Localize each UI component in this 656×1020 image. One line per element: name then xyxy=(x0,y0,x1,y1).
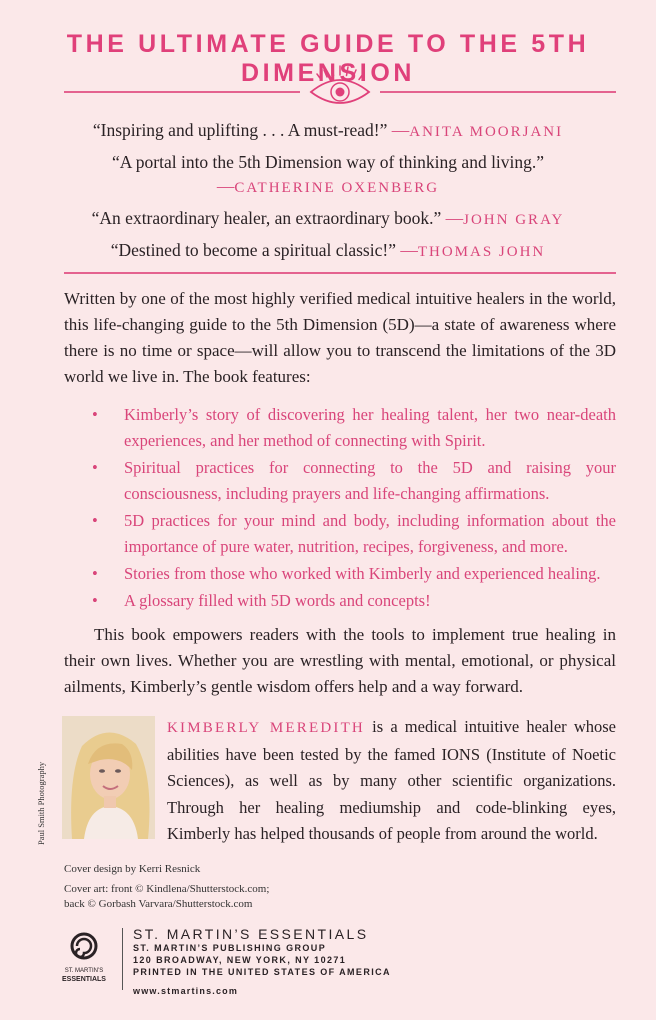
feature-item xyxy=(92,561,616,587)
blurb-dash: — xyxy=(391,120,410,140)
blurb-4 xyxy=(0,238,656,264)
printed-in: PRINTED IN THE UNITED STATES OF AMERICA xyxy=(133,967,391,977)
blurb-author: JOHN GRAY xyxy=(463,212,565,228)
blurb-2 xyxy=(0,150,656,200)
ornament-rule-left xyxy=(64,91,300,93)
blurb-author: CATHERINE OXENBERG xyxy=(234,180,440,196)
feature-item xyxy=(92,508,616,560)
bullet-icon: • xyxy=(92,458,98,477)
publisher-url: www.stmartins.com xyxy=(133,986,239,996)
blurb-quote: “An extraordinary healer, an extraordinary book.” xyxy=(91,208,442,228)
ornament-rule-right xyxy=(380,91,616,93)
bullet-icon: • xyxy=(92,564,98,583)
blurb-1 xyxy=(0,118,656,144)
publisher-info xyxy=(133,926,391,996)
blurb-dash: — xyxy=(216,176,235,196)
bullet-icon: • xyxy=(92,405,98,424)
feature-item xyxy=(92,402,616,454)
blurb-author: ANITA MOORJANI xyxy=(409,124,564,140)
eye-ornament xyxy=(64,62,616,112)
cover-art-front-credit: Cover art: front © Kindlena/Shutterstock.com; xyxy=(64,883,270,895)
author-bio xyxy=(167,714,616,848)
intro-paragraph: Written by one of the most highly verified medical intuitive healers in the world, this life-changing guide to the 5th Dimension (5D)—a state of awareness where there is no time or space—will allow you to transcend the limitations of the 3D world we live in. The book features: xyxy=(64,289,616,386)
blurb-author: THOMAS JOHN xyxy=(417,244,546,260)
feature-item xyxy=(92,588,616,614)
feature-item xyxy=(92,455,616,507)
cover-art-back-credit: back © Gorbash Varvara/Shutterstock.com xyxy=(64,898,253,910)
author-bio-text: is a medical intuitive healer whose abilities have been tested by the famed IONS (Institute of Noetic Sciences), as well as by many other scientific organizations. Through her healing mediumship and code-blinking eyes, Kimberly has helped thousands of people from around the world. xyxy=(167,717,616,843)
photo-credit: Paul Smith Photography xyxy=(36,761,46,845)
feature-text: Kimberly’s story of discovering her healing talent, her two near-death experiences, and her method of connecting with Spirit. xyxy=(124,405,616,450)
feature-text: Stories from those who worked with Kimberly and experienced healing. xyxy=(124,564,601,583)
feature-text: 5D practices for your mind and body, including information about the importance of pure water, nutrition, recipes, forgiveness, and more. xyxy=(124,511,616,556)
blurb-quote: “A portal into the 5th Dimension way of thinking and living.” xyxy=(111,152,545,172)
blurb-quote: “Inspiring and uplifting . . . A must-read!” xyxy=(92,120,388,140)
feature-text: A glossary filled with 5D words and concepts! xyxy=(124,591,431,610)
publisher-divider xyxy=(122,928,123,990)
author-name: KIMBERLY MEREDITH xyxy=(167,720,365,736)
closing-paragraph: This book empowers readers with the tools to implement true healing in their own lives. Whether you are wrestling with mental, emotional, or physical ailments, Kimberly’s gentle wisdom offers help and a way forward. xyxy=(64,625,616,696)
publisher-group: ST. MARTIN’S PUBLISHING GROUP xyxy=(133,943,327,953)
feature-text: Spiritual practices for connecting to the 5D and raising your consciousness, including prayers and life-changing affirmations. xyxy=(124,458,616,503)
author-photo xyxy=(62,716,155,839)
cover-design-credit: Cover design by Kerri Resnick xyxy=(64,863,201,875)
publisher-address: 120 BROADWAY, NEW YORK, NY 10271 xyxy=(133,955,347,965)
section-divider xyxy=(64,272,616,274)
publisher-imprint: ST. MARTIN’S ESSENTIALS xyxy=(133,926,369,942)
publisher-logo xyxy=(60,930,116,990)
blurb-3 xyxy=(0,206,656,232)
eye-icon xyxy=(305,62,375,112)
logo-text-2: ESSENTIALS xyxy=(62,976,106,983)
headline: THE ULTIMATE GUIDE TO THE 5TH DIMENSION xyxy=(66,30,590,87)
bullet-icon: • xyxy=(92,511,98,530)
blurb-dash: — xyxy=(400,240,418,260)
feature-list xyxy=(92,402,616,615)
logo-text-1: ST. MARTIN’S xyxy=(64,968,104,974)
bullet-icon: • xyxy=(92,591,98,610)
blurb-dash: — xyxy=(445,208,464,228)
blurb-quote: “Destined to become a spiritual classic!” xyxy=(110,240,396,260)
